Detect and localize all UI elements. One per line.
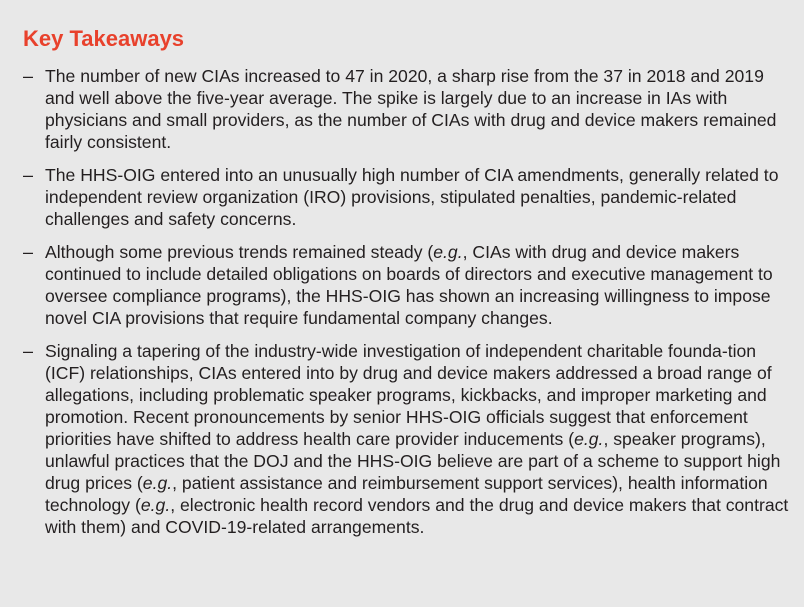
italic-abbreviation: e.g.: [140, 495, 171, 515]
italic-abbreviation: e.g.: [433, 242, 463, 262]
text-segment: The number of new CIAs increased to 47 in 2020, a sharp rise from the 37 in 2018 and 2019 and well above the five-year average. The spike is largely due to an increase in IAs with physicians and small providers, as the number of CIAs with drug and device makers remained fairly consistent.: [45, 66, 777, 152]
takeaway-item: [23, 164, 792, 230]
takeaway-text: [45, 241, 792, 329]
takeaway-text: [45, 340, 792, 538]
text-segment: The HHS-OIG entered into an unusually high number of CIA amendments, generally related to independent review organization (IRO) provisions, stipulated penalties, pandemic-related challenges and safety concerns.: [45, 165, 779, 229]
text-segment: Although some previous trends remained steady (: [45, 242, 434, 262]
dash-bullet-icon: –: [23, 165, 34, 185]
takeaway-item: [23, 241, 792, 329]
text-segment: , CIAs with drug and device makers continued to include detailed obligations on boards of directors and executive management to oversee compliance programs), the HHS-OIG has shown an increasing willingness to impose novel CIA provisions that require fundamental company changes.: [45, 242, 773, 328]
takeaways-list: [23, 65, 792, 538]
text-segment: , speaker programs), unlawful practices that the DOJ and the HHS-OIG believe are part of a scheme to support high drug prices (: [45, 429, 781, 493]
takeaway-text: [45, 65, 792, 153]
takeaway-text: [45, 164, 792, 230]
dash-bullet-icon: –: [23, 242, 34, 262]
text-segment: , electronic health record vendors and the drug and device makers that contract with them) and COVID-19-related arrangements.: [45, 495, 789, 537]
text-segment: Signaling a tapering of the industry-wide investigation of independent charitable founda-tion (ICF) relationships, CIAs entered into by drug and device makers addressed a broad range of allegations, including problematic speaker programs, kickbacks, and improper marketing and promotion. Recent pronouncements by senior HHS-OIG officials suggest that enforcement priorities have shifted to address health care provider inducements (: [45, 341, 772, 449]
italic-abbreviation: e.g.: [574, 429, 604, 449]
section-title: Key Takeaways: [23, 26, 185, 51]
takeaway-item: [23, 340, 792, 538]
dash-bullet-icon: –: [23, 341, 34, 361]
text-segment: , patient assistance and reimbursement support services), health information technology (: [45, 473, 768, 515]
takeaway-item: [23, 65, 792, 153]
italic-abbreviation: e.g.: [142, 473, 173, 493]
dash-bullet-icon: –: [23, 66, 34, 86]
